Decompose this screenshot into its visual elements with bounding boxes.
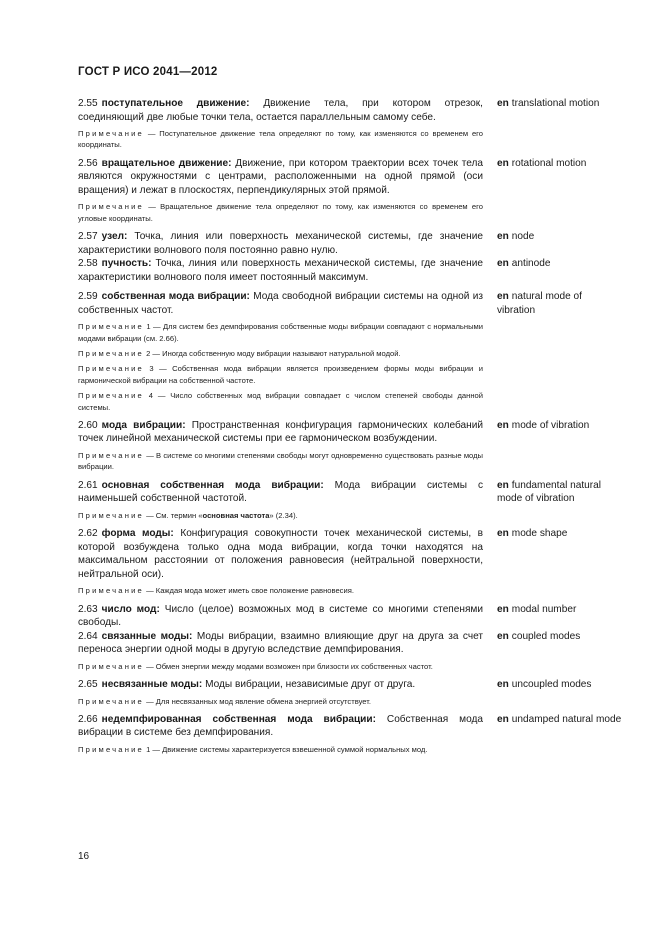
language-code: en: [497, 630, 509, 642]
english-term: rotational motion: [511, 157, 587, 169]
document-header: ГОСТ Р ИСО 2041—2012: [78, 66, 218, 78]
note-text: — Обмен энергии между модами возможен при близости их собственных частот.: [146, 661, 433, 671]
term-entry: [78, 157, 618, 224]
note-label: Примечание: [78, 744, 144, 754]
term-note: [78, 510, 483, 521]
term-name: узел:: [101, 231, 128, 243]
english-equivalent: [497, 479, 622, 506]
english-equivalent: [497, 257, 622, 271]
definition-text: Моды вибрации, взаимно влияющие друг на друга за счет переноса энергии одной моды в другую вследствие демпфирования.: [78, 630, 483, 656]
note-reference-term: основная частота: [202, 510, 270, 520]
term-number: 2.55: [78, 98, 98, 109]
language-code: en: [497, 528, 509, 540]
term-definition: [78, 678, 483, 692]
language-code: en: [497, 419, 509, 431]
definition-text: Точка, линия или поверхность механической системы, где значение характеристики волнового поля постоянно равно нулю.: [78, 231, 483, 256]
term-number: 2.59: [78, 291, 98, 303]
note-text: 1 — Для систем без демпфирования собственные моды вибрации совпадают с нормальными модами вибрации (см. 2.66).: [78, 322, 483, 343]
english-term: natural mode of vibration: [497, 291, 582, 316]
note-text: » (2.34).: [269, 510, 298, 520]
term-definition: [78, 230, 483, 257]
term-entry: [78, 419, 618, 473]
page-number: 16: [78, 851, 90, 862]
english-equivalent: [497, 230, 622, 244]
term-name: число мод:: [101, 603, 160, 615]
language-code: en: [497, 231, 509, 243]
term-entry: [78, 257, 618, 284]
term-name: мода вибрации:: [101, 419, 186, 431]
term-note: [78, 128, 483, 151]
term-definition: [78, 157, 483, 198]
definition-text: Точка, линия или поверхность механической системы, где значение характеристики волнового поля имеет постоянный максимум.: [78, 258, 483, 283]
note-label: Примечание: [78, 391, 144, 401]
term-entry: [78, 290, 618, 413]
term-note: [78, 661, 483, 672]
term-number: 2.65: [78, 679, 98, 690]
term-note: [78, 363, 483, 386]
term-definition: [78, 97, 483, 124]
term-number: 2.66: [78, 713, 98, 725]
term-note: [78, 348, 483, 359]
term-name: несвязанные моды:: [101, 679, 203, 690]
english-equivalent: [497, 157, 622, 171]
english-equivalent: [497, 97, 622, 111]
term-entry: [78, 479, 618, 521]
note-text: — Поступательное движение тела определяют по тому, как изменяются со временем его координаты.: [78, 129, 483, 150]
note-label: Примечание: [78, 364, 144, 374]
term-definition: [78, 527, 483, 581]
english-equivalent: [497, 678, 622, 692]
term-number: 2.60: [78, 419, 98, 431]
term-entry: [78, 230, 618, 257]
term-note: [78, 390, 483, 413]
language-code: en: [497, 679, 509, 690]
definition-text: Мода свободной вибрации системы на одной из собственных частот.: [78, 291, 483, 316]
term-note: [78, 696, 483, 707]
definition-text: Конфигурация совокупности точек механической системы, в которой возбуждена только одна мода вибрации, когда точки находятся на максимальном расстоянии от положения равновесия (нейтральной поверхности, нейтральной оси).: [78, 528, 484, 580]
definition-text: Движение тела, при котором отрезок, соединяющий две любые точки тела, остается параллельным самому себе.: [78, 98, 483, 123]
term-note: [78, 585, 483, 596]
english-equivalent: [497, 527, 622, 541]
note-text: 4 — Число собственных мод вибрации совпадает с числом степеней свободы данной системы.: [78, 391, 483, 412]
note-text: 2 — Иногда собственную моду вибрации называют натуральной модой.: [146, 348, 401, 358]
definition-text: Мода вибрации системы с наименьшей собственной частотой.: [78, 479, 483, 505]
english-term: translational motion: [511, 98, 600, 109]
term-note: [78, 450, 483, 473]
definition-text: Число (целое) возможных мод в системе со многими степенями свободы.: [78, 603, 484, 629]
term-definition: [78, 713, 483, 740]
note-text: 3 — Собственная мода вибрации является произведением формы моды вибрации и гармонической вибрации на собственной частоте.: [78, 364, 483, 385]
term-name: пучность:: [101, 258, 152, 270]
note-text: — См. термин «: [146, 510, 203, 520]
term-entry: [78, 97, 618, 151]
note-label: Примечание: [78, 586, 144, 596]
english-term: node: [511, 231, 535, 243]
term-name: форма моды:: [101, 528, 174, 540]
term-number: 2.61: [78, 479, 98, 491]
term-number: 2.56: [78, 157, 98, 169]
language-code: en: [497, 603, 509, 615]
term-note: [78, 744, 483, 755]
term-entry: [78, 713, 622, 755]
term-entry: [78, 527, 618, 596]
note-text: — В системе со многими степенями свободы могут одновременно существовать разные моды вибрации.: [78, 450, 483, 472]
english-equivalent: [497, 713, 622, 727]
note-label: Примечание: [78, 202, 144, 212]
term-number: 2.63: [78, 603, 98, 615]
term-entry: [78, 678, 618, 707]
english-term: coupled modes: [511, 630, 581, 642]
term-definition: [78, 290, 483, 317]
term-note: [78, 321, 483, 344]
term-definition: [78, 479, 483, 506]
english-equivalent: [497, 419, 622, 433]
term-number: 2.64: [78, 630, 98, 642]
term-number: 2.57: [78, 231, 98, 243]
note-label: Примечание: [78, 510, 144, 520]
english-term: fundamental natural mode of vibration: [497, 479, 602, 505]
note-text: — Каждая мода может иметь свое положение равновесия.: [146, 586, 354, 596]
language-code: en: [497, 479, 509, 491]
term-definition: [78, 603, 483, 630]
note-text: 1 — Движение системы характеризуется взвешенной суммой нормальных мод.: [146, 744, 428, 754]
language-code: en: [497, 157, 509, 169]
term-entry: [78, 630, 618, 672]
term-definition: [78, 419, 483, 446]
terms-list: [78, 97, 622, 761]
english-equivalent: [497, 630, 622, 644]
english-term: antinode: [511, 258, 551, 270]
language-code: en: [497, 291, 509, 303]
english-term: undamped natural mode: [511, 713, 622, 725]
note-label: Примечание: [78, 322, 144, 332]
language-code: en: [497, 713, 509, 725]
term-number: 2.58: [78, 258, 98, 270]
term-name: вращательное движение:: [101, 157, 232, 169]
definition-text: Движение, при котором траектории всех точек тела являются окружностями с центрами, расположенными на одной прямой (оси вращения) и лежат в плоскостях, перпендикулярных этой прямой.: [78, 157, 483, 196]
term-number: 2.62: [78, 528, 98, 540]
term-name: поступательное движение:: [101, 98, 250, 109]
note-label: Примечание: [78, 348, 144, 358]
note-label: Примечание: [78, 450, 144, 460]
english-equivalent: [497, 603, 622, 617]
note-label: Примечание: [78, 129, 144, 138]
term-entry: [78, 603, 618, 630]
note-text: — Для несвязанных мод явление обмена энергией отсутствует.: [146, 696, 372, 706]
term-definition: [78, 630, 483, 657]
definition-text: Пространственная конфигурация гармонических колебаний точек линейной механической системы при ее гармоническом возбуждении.: [78, 419, 483, 445]
term-name: недемпфированная собственная мода вибрации:: [101, 713, 376, 725]
note-text: — Вращательное движение тела определяют по тому, как изменяются со временем его угловые координаты.: [78, 202, 483, 223]
note-label: Примечание: [78, 696, 144, 706]
definition-text: Моды вибрации, независимые друг от друга.: [205, 679, 416, 690]
language-code: en: [497, 258, 509, 270]
term-name: связанные моды:: [101, 630, 193, 642]
english-term: mode shape: [511, 528, 568, 540]
english-term: mode of vibration: [511, 419, 590, 431]
language-code: en: [497, 98, 509, 109]
term-definition: [78, 257, 483, 284]
term-name: собственная мода вибрации:: [101, 291, 250, 303]
note-label: Примечание: [78, 661, 144, 671]
english-term: uncoupled modes: [511, 679, 592, 690]
term-name: основная собственная мода вибрации:: [101, 479, 324, 491]
english-equivalent: [497, 290, 622, 317]
term-note: [78, 201, 483, 224]
definition-text: Собственная мода вибрации в системе без демпфирования.: [78, 713, 483, 739]
english-term: modal number: [511, 603, 577, 615]
